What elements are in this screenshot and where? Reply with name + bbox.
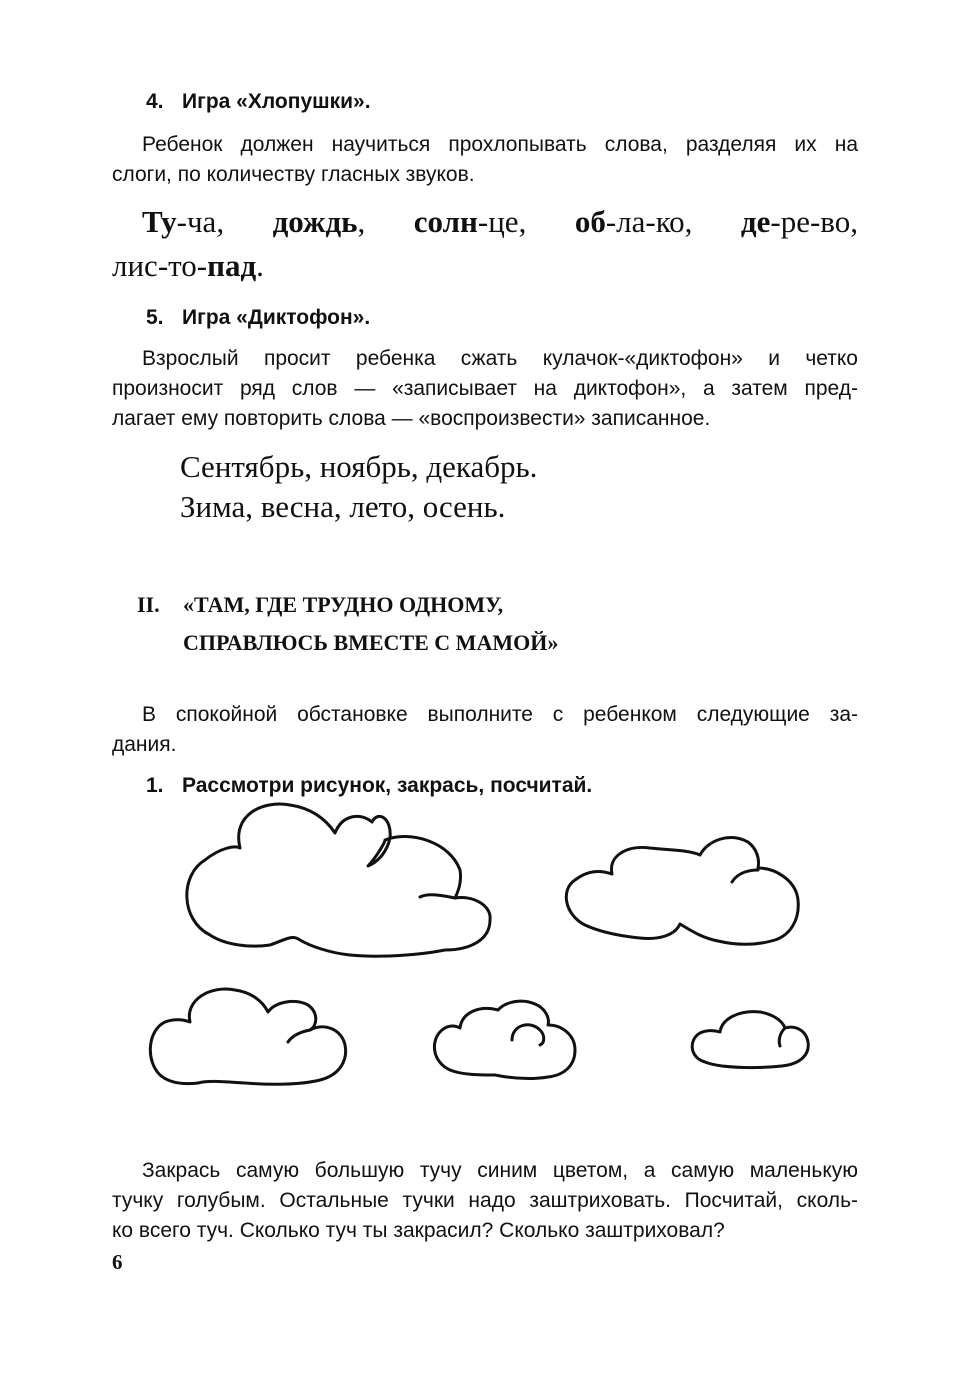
word-bold-syllable: пад (207, 248, 257, 283)
word-bold-syllable: солн (413, 204, 478, 239)
game4-number: 4. (146, 90, 164, 113)
cloud-bottom-middle (434, 1001, 575, 1078)
cloud-smallest (692, 1012, 808, 1068)
section2-roman: II. (137, 592, 160, 617)
word-rest: -ре-во, (770, 204, 858, 239)
game5-number: 5. (146, 306, 164, 329)
word-rest: -ла-ко, (605, 204, 741, 239)
game5-text-line2: произносит ряд слов — «записывает на диктофон», а затем пред- (112, 377, 858, 400)
poem-line2: Зима, весна, лето, осень. (180, 489, 506, 524)
word-rest: лис-то- (112, 248, 208, 283)
word-rest: . (256, 248, 264, 283)
game5-title: Игра «Диктофон». (182, 306, 371, 329)
page-number: 6 (112, 1250, 123, 1274)
word-rest: , (357, 204, 414, 239)
task1-text-line2: тучку голубым. Остальные тучки надо заштриховать. Посчитай, сколь- (112, 1189, 858, 1212)
cloud-top-right (566, 838, 798, 945)
task1-text-line3: ко всего туч. Сколько туч ты закрасил? Сколько заштриховал? (112, 1219, 725, 1242)
task1-text-line1: Закрась самую большую тучу синим цветом, а самую маленькую (142, 1159, 858, 1182)
cloud-bottom-left (150, 989, 345, 1084)
section2-intro-line1: В спокойной обстановке выполните с ребенком следующие за- (142, 703, 858, 726)
cloud-large (187, 804, 490, 956)
task1-number: 1. (146, 774, 164, 797)
game4-text-line1: Ребенок должен научиться прохлопывать слова, разделяя их на (142, 133, 858, 156)
task1-text (112, 1156, 858, 1246)
game5-text-line3: лагает ему повторить слова — «воспроизвести» записанное. (112, 407, 711, 430)
game4-text-line2: слоги, по количеству гласных звуков. (112, 163, 475, 186)
section2-intro-line2: дания. (112, 733, 177, 756)
word-bold-syllable: Ту (142, 204, 177, 239)
word-bold-syllable: дождь (272, 204, 358, 239)
section2-title-line2: СПРАВЛЮСЬ ВМЕСТЕ С МАМОЙ» (183, 630, 559, 655)
word-rest: -ча, (176, 204, 273, 239)
game4-title: Игра «Хлопушки». (182, 90, 371, 113)
game5-text-line1: Взрослый просит ребенка сжать кулачок-«диктофон» и четко (142, 347, 858, 370)
task1-title: Рассмотри рисунок, закрась, посчитай. (182, 774, 593, 797)
word-bold-syllable: об (574, 204, 606, 239)
section2-title-line1: «ТАМ, ГДЕ ТРУДНО ОДНОМУ, (183, 592, 504, 617)
word-bold-syllable: де (740, 204, 771, 239)
poem-line1: Сентябрь, ноябрь, декабрь. (180, 449, 538, 484)
word-rest: -це, (477, 204, 575, 239)
